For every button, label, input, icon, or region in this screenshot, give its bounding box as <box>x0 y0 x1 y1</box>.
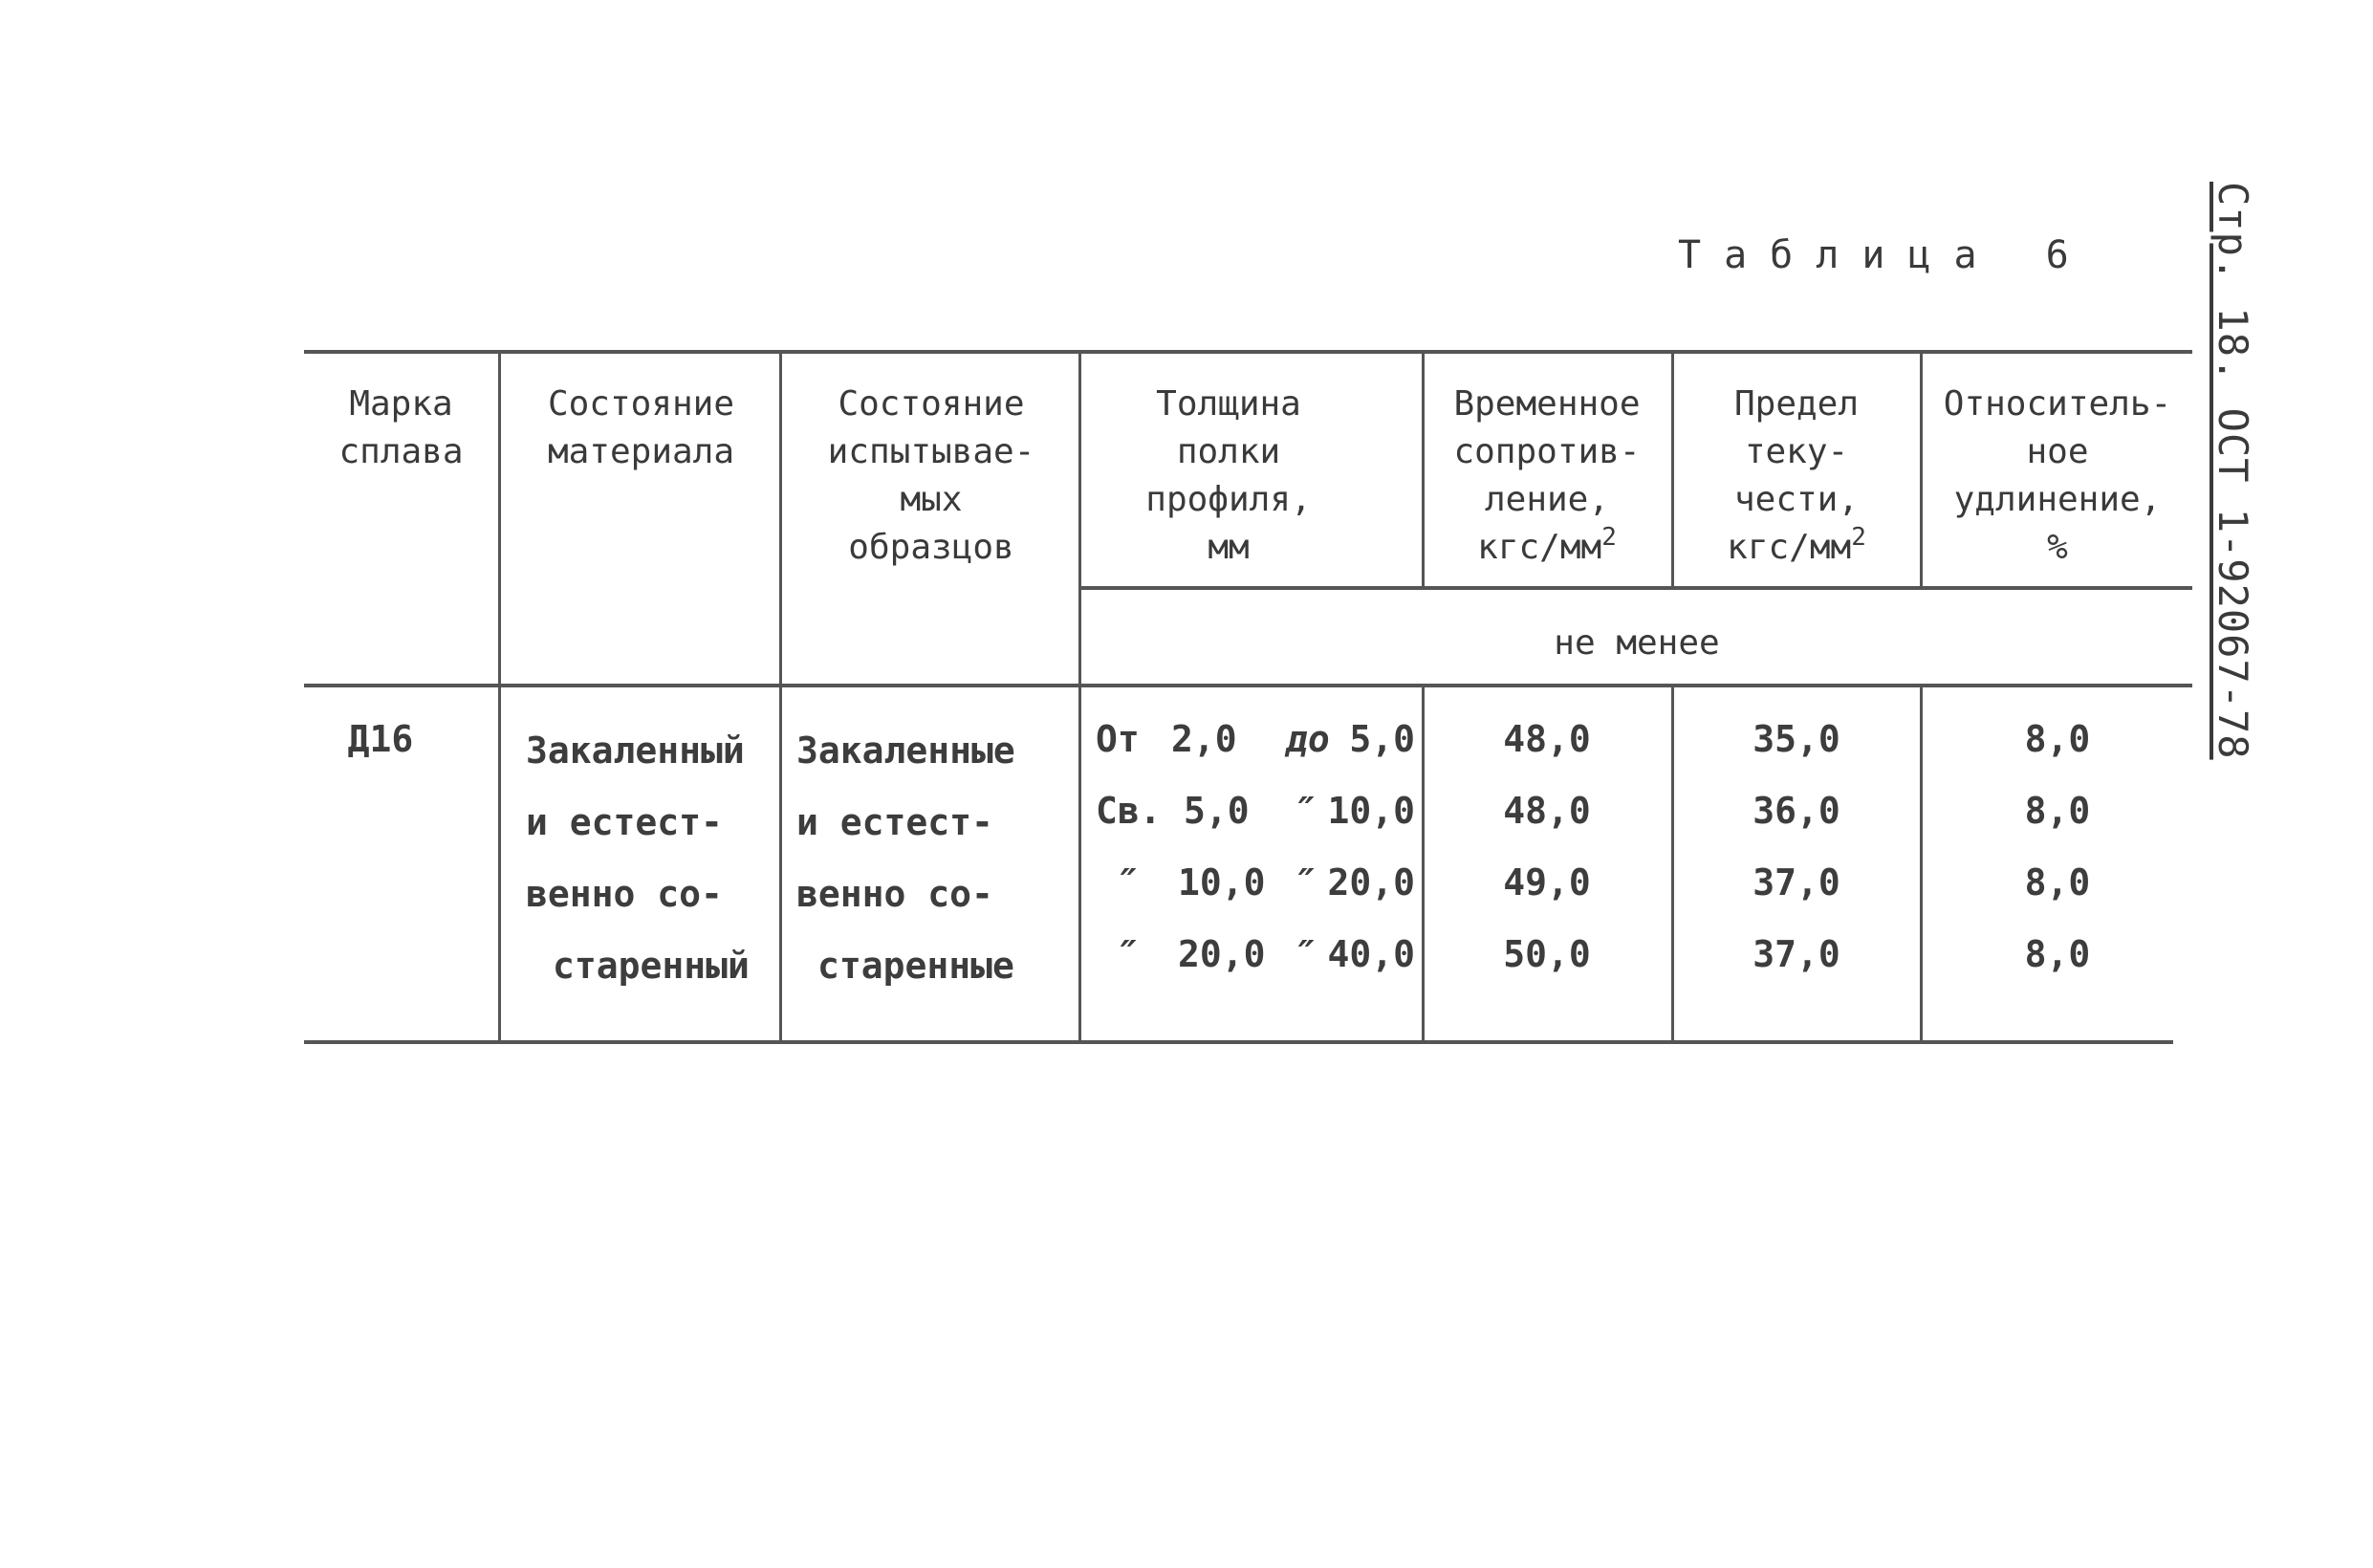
cell-tensile: 49,0 <box>1503 861 1591 904</box>
table-row: ″ 20,0 ″ 40,0 <box>1113 933 1415 975</box>
header-yield-strength: Предел теку- чести, кгс/$мм^2$ <box>1727 384 1866 567</box>
header-bottom-border <box>304 684 2192 687</box>
col-divider-2 <box>779 350 782 1042</box>
header-alloy: Марка сплава <box>338 384 464 471</box>
header-subdivider <box>1078 586 2192 590</box>
page-header-text: Стр. 18. ОСТ 1-92067-78 <box>2210 182 2256 760</box>
cell-elongation: 8,0 <box>2024 790 2091 832</box>
cell-tensile: 48,0 <box>1503 718 1591 760</box>
header-elongation: Относитель- ное удлинение, % <box>1943 384 2172 567</box>
header-material-state: Состояние материала <box>547 384 735 471</box>
cell-yield: 36,0 <box>1753 790 1840 832</box>
cell-yield: 35,0 <box>1753 718 1840 760</box>
cell-yield: 37,0 <box>1753 933 1840 975</box>
table-bottom-border <box>304 1040 2173 1044</box>
cell-elongation: 8,0 <box>2024 718 2091 760</box>
col-divider-1 <box>498 350 501 1042</box>
cell-material-state: Закаленный и естест- венно со- старенный <box>526 730 750 987</box>
table-row: Св. 5,0 ″ 10,0 <box>1096 790 1415 832</box>
cell-alloy: Д16 <box>347 718 414 760</box>
table-caption: Таблица 6 <box>1678 233 2092 277</box>
col-divider-3 <box>1078 350 1081 1042</box>
cell-yield: 37,0 <box>1753 861 1840 904</box>
table-row: От 2,0 до 5,0 <box>1096 718 1415 760</box>
cell-tensile: 48,0 <box>1503 790 1591 832</box>
header-not-less: не менее <box>1554 623 1720 663</box>
cell-tensile: 50,0 <box>1503 933 1591 975</box>
cell-elongation: 8,0 <box>2024 861 2091 904</box>
header-tensile-strength: Временное сопротив- ление, кгс/$мм^2$ <box>1453 384 1641 567</box>
header-sample-state: Состояние испытывае- мых образцов <box>827 384 1035 567</box>
table-row: ″ 10,0 ″ 20,0 <box>1113 861 1415 904</box>
table-top-border <box>304 350 2192 354</box>
cell-elongation: 8,0 <box>2024 933 2091 975</box>
cell-sample-state: Закаленные и естест- венно со- старенные <box>796 730 1015 987</box>
header-thickness: Толщина полки профиля, мм <box>1145 384 1312 567</box>
page-header <box>2201 182 2260 760</box>
